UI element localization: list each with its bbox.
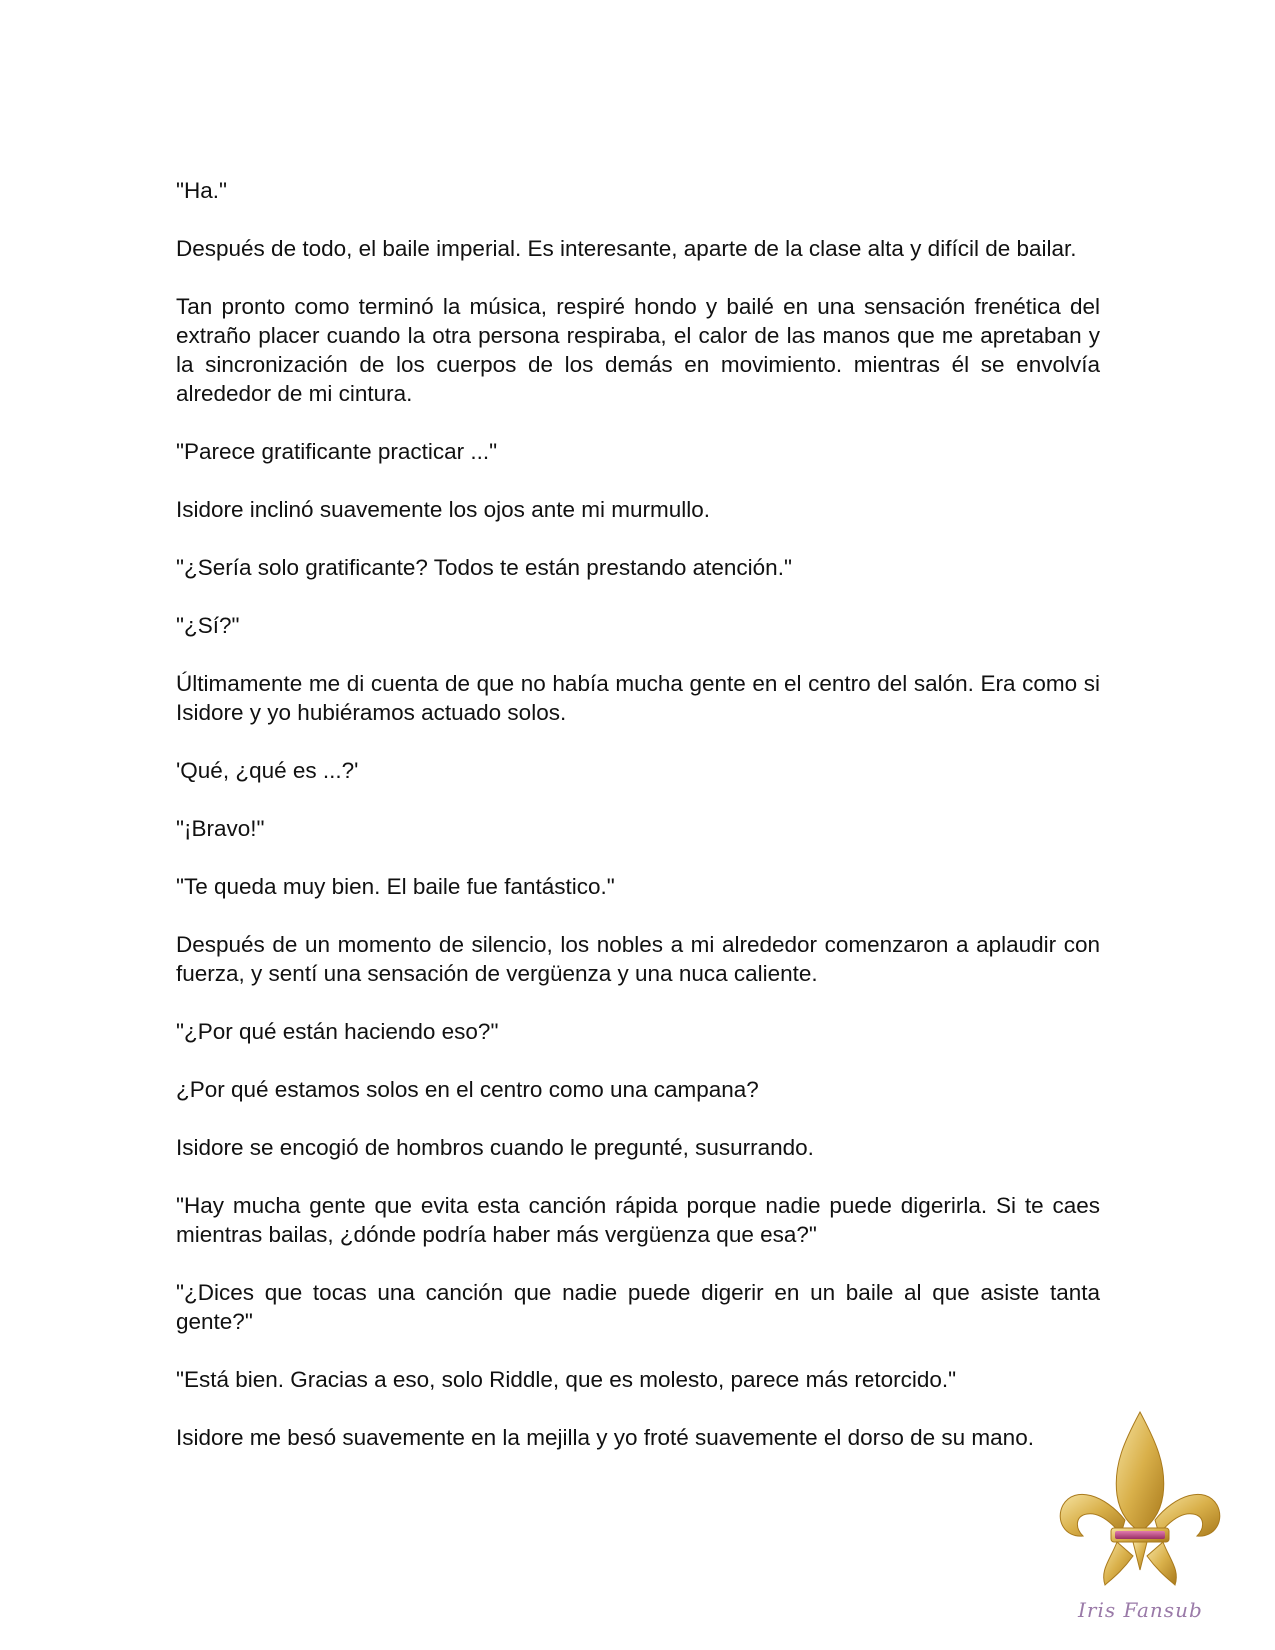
paragraph: "Hay mucha gente que evita esta canción rápida porque nadie puede digerirla. Si te caes mientras bailas, ¿dónde podría haber más vergüenza que esa?" bbox=[176, 1193, 1100, 1247]
paragraph: "¿Por qué están haciendo eso?" bbox=[176, 1019, 499, 1044]
paragraph: Isidore inclinó suavemente los ojos ante mi murmullo. bbox=[176, 497, 710, 522]
paragraph: Últimamente me di cuenta de que no había mucha gente en el centro del salón. Era como si Isidore y yo hubiéramos actuado solos. bbox=[176, 671, 1100, 725]
paragraph: "Ha." bbox=[176, 178, 227, 203]
paragraph: "¿Sí?" bbox=[176, 613, 240, 638]
paragraph: ¿Por qué estamos solos en el centro como una campana? bbox=[176, 1077, 759, 1102]
paragraph: Después de todo, el baile imperial. Es interesante, aparte de la clase alta y difícil de bailar. bbox=[176, 236, 1077, 261]
paragraph: Isidore se encogió de hombros cuando le pregunté, susurrando. bbox=[176, 1135, 814, 1160]
paragraph: 'Qué, ¿qué es ...?' bbox=[176, 758, 359, 783]
paragraph: "Te queda muy bien. El baile fue fantástico." bbox=[176, 874, 615, 899]
paragraph: Tan pronto como terminó la música, respiré hondo y bailé en una sensación frenética del extraño placer cuando la otra persona respiraba, el calor de las manos que me apretaban y la sincronización de los cuerpos de los demás en movimiento. mientras él se envolvía alrededor de mi cintura. bbox=[176, 294, 1100, 406]
fleur-de-lis-icon bbox=[1055, 1410, 1225, 1630]
paragraph: Isidore me besó suavemente en la mejilla y yo froté suavemente el dorso de su mano. bbox=[176, 1425, 1034, 1450]
paragraph: "Está bien. Gracias a eso, solo Riddle, que es molesto, parece más retorcido." bbox=[176, 1367, 957, 1392]
logo-text: Iris Fansub bbox=[1078, 1598, 1203, 1622]
paragraph: "¡Bravo!" bbox=[176, 816, 265, 841]
document-body bbox=[176, 176, 1100, 1481]
paragraph: "Parece gratificante practicar ..." bbox=[176, 439, 498, 464]
paragraph: Después de un momento de silencio, los nobles a mi alrededor comenzaron a aplaudir con fuerza, y sentí una sensación de vergüenza y una nuca caliente. bbox=[176, 932, 1100, 986]
paragraph: "¿Dices que tocas una canción que nadie puede digerir en un baile al que asiste tanta gente?" bbox=[176, 1280, 1100, 1334]
paragraph: "¿Sería solo gratificante? Todos te están prestando atención." bbox=[176, 555, 792, 580]
